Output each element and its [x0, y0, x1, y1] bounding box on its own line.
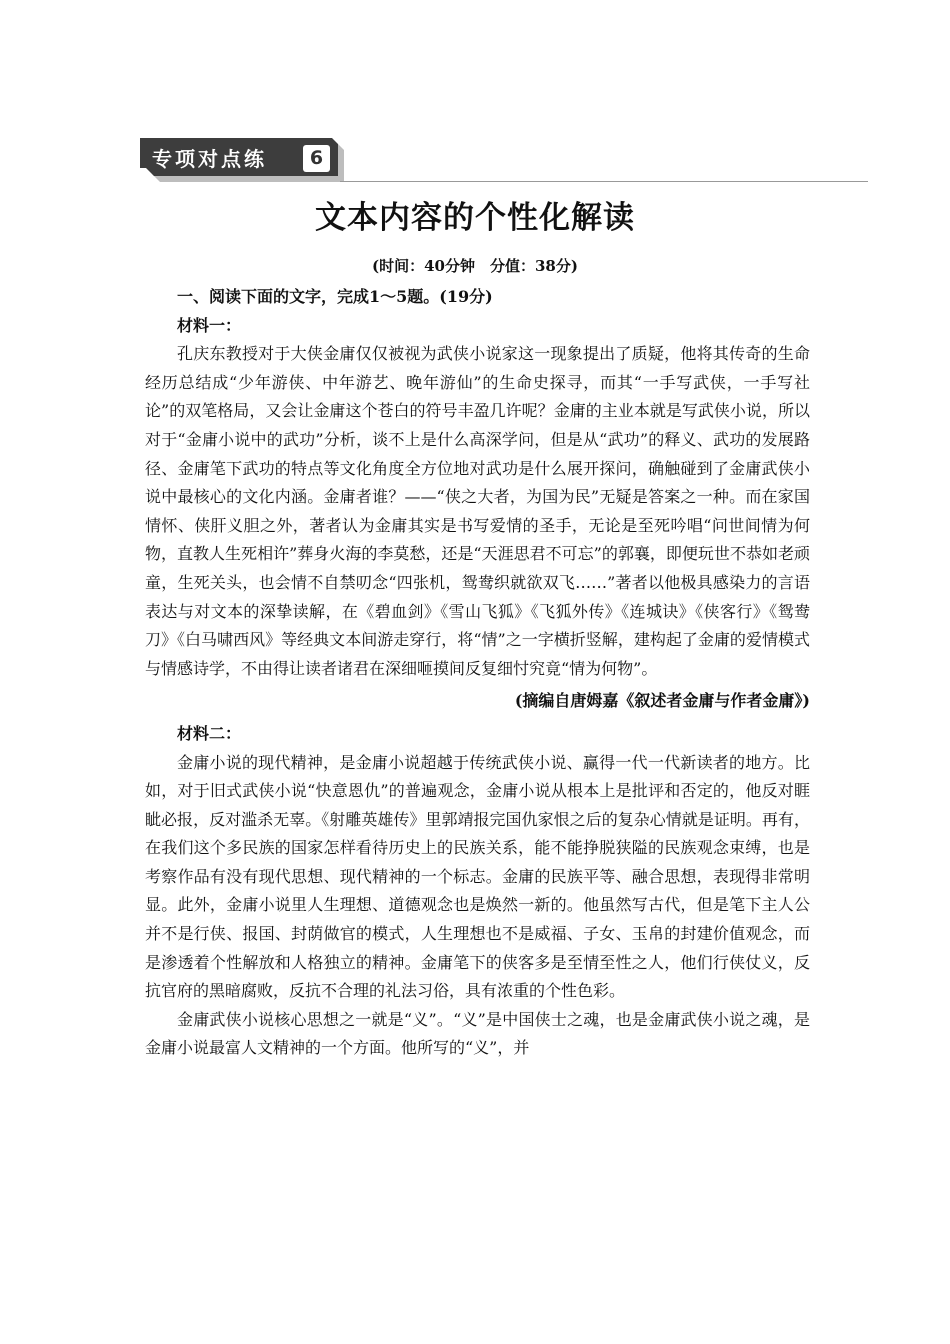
- page-title: 文本内容的个性化解读: [315, 200, 635, 236]
- material1-text: 孔庆东教授对于大侠金庸仅仅被视为武侠小说家这一现象提出了质疑，他将其传奇的生命经历总结成“少年游侠、中年游艺、晚年游仙”的生命史探寻，而其“一手写武侠，一手写社论”的双笔格局，又会让金庸这个苍白的符号丰盈几许呢？金庸的主业本就是写武侠小说，所以对于“金庸小说中的武功”分析，谈不上是什么高深学问，但是从“武功”的释义、武功的发展路径、金庸笔下武功的特点等文化角度全方位地对武功是什么展开探问，确触碰到了金庸武侠小说中最核心的文化内涵。金庸者谁？——“侠之大者，为国为民”无疑是答案之一种。而在家国情怀、侠肝义胆之外，著者认为金庸其实是书写爱情的圣手，无论是至死吟唱“问世间情为何物，直教人生死相许”葬身火海的李莫愁，还是“天涯思君不可忘”的郭襄，即便玩世不恭如老顽童，生死关头，也会情不自禁叨念“四张机，鸳鸯织就欲双飞……”著者以他极具感染力的言语表达与对文本的深挚读解，在《碧血剑》《雪山飞狐》《飞狐外传》《连城诀》《侠客行》《鸳鸯刀》《白马啸西风》等经典文本间游走穿行，将“情”之一字横折竖解，建构起了金庸的爱情模式与情感诗学，不由得让读者诸君在深细咂摸间反复细忖究竟“情为何物”。: [145, 344, 810, 678]
- section-tab-label: 专项对点练: [152, 147, 267, 171]
- question-heading: 一、阅读下面的文字，完成1～5题。(19分): [177, 287, 493, 306]
- material2-label: 材料二：: [177, 723, 242, 743]
- material1-label: 材料一：: [177, 315, 242, 335]
- material1-source: (摘编自唐姆嘉《叙述者金庸与作者金庸》): [514, 691, 810, 711]
- section-tab-number: 6: [303, 145, 330, 172]
- document-body: [145, 283, 810, 1063]
- material2-paragraph-2: 金庸武侠小说核心思想之一就是“义”。“义”是中国侠士之魂，也是金庸武侠小说之魂，是金庸小说最富人文精神的一个方面。他所写的“义”，并: [145, 1009, 810, 1058]
- section-header: [140, 138, 868, 184]
- header-rule: [340, 181, 868, 182]
- material2-paragraph-1: 金庸小说的现代精神，是金庸小说超越于传统武侠小说、赢得一代一代新读者的地方。比如，对于旧式武侠小说“快意恩仇”的普遍观念，金庸小说从根本上是批评和否定的，他反对睚眦必报，反对滥杀无辜。《射雕英雄传》里郭靖报完国仇家恨之后的复杂心情就是证明。再有，在我们这个多民族的国家怎样看待历史上的民族关系，能不能挣脱狭隘的民族观念束缚，也是考察作品有没有现代思想、现代精神的一个标志。金庸的民族平等、融合思想，表现得非常明显。此外，金庸小说里人生理想、道德观念也是焕然一新的。他虽然写古代，但是笔下主人公并不是行侠、报国、封荫做官的模式，人生理想也不是威福、子女、玉帛的封建价值观念，而是渗透着个性解放和人格独立的精神。金庸笔下的侠客多是至情至性之人，他们行侠仗义，反抗官府的黑暗腐败，反抗不合理的礼法习俗，具有浓重的个性色彩。: [145, 752, 810, 1001]
- time-score-info: (时间：40分钟 分值：38分): [372, 257, 578, 275]
